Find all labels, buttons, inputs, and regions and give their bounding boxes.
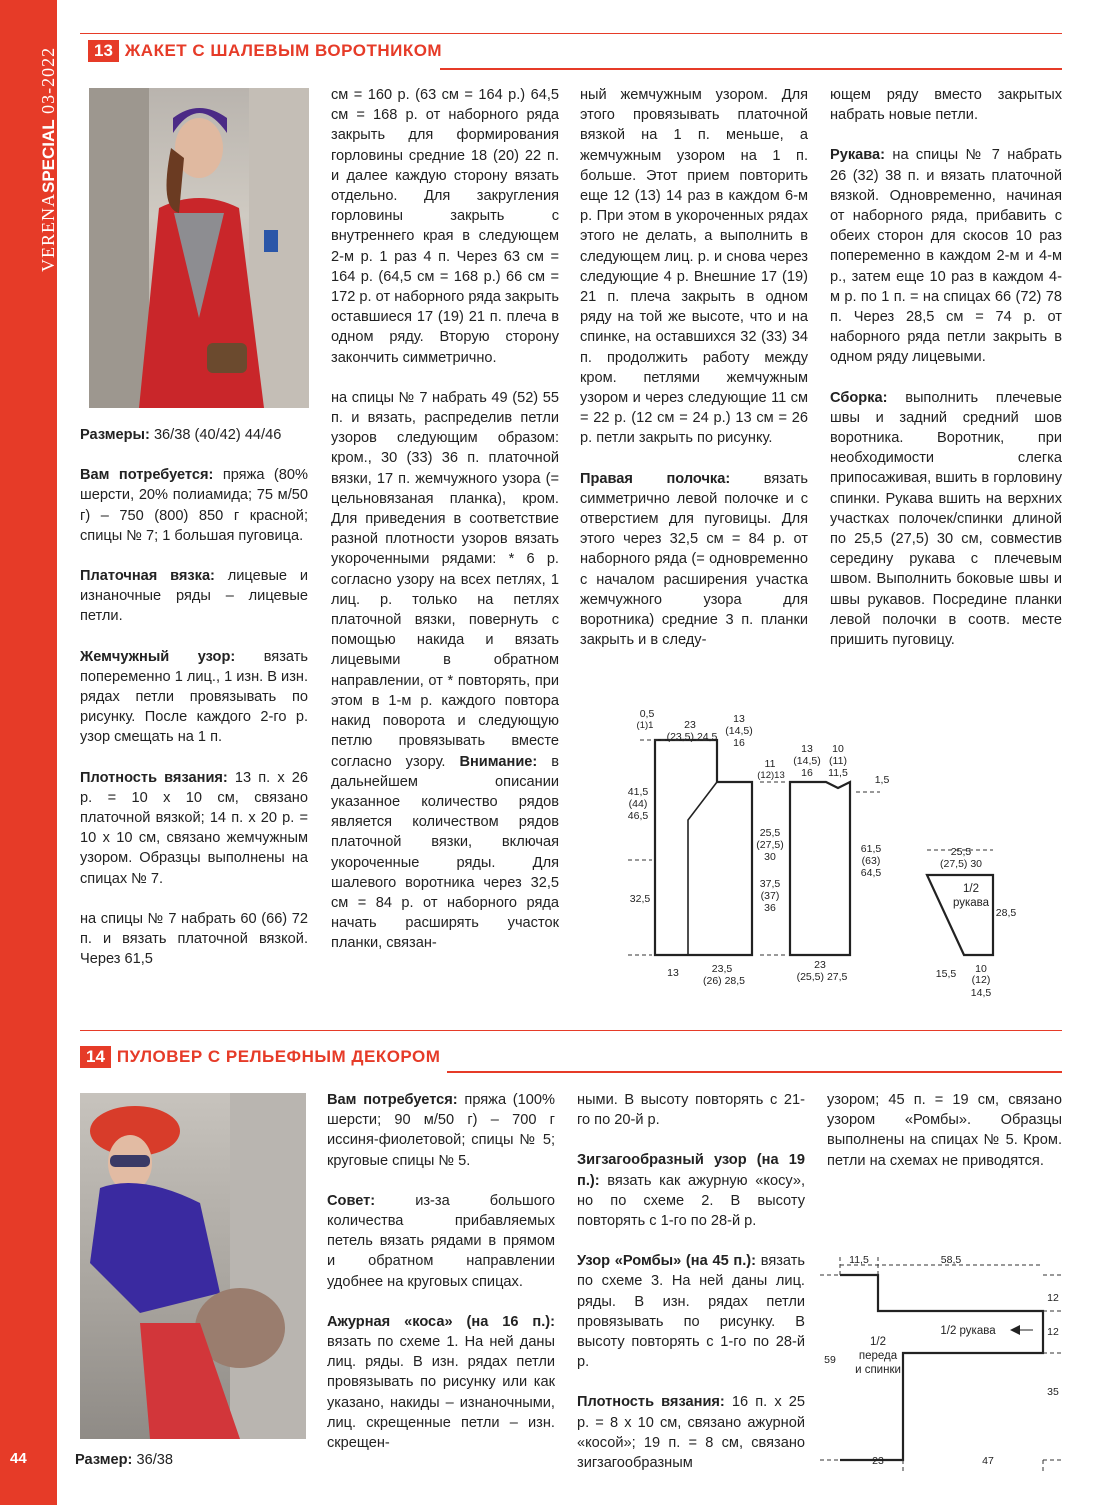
dim-sleeve-b3: (12) (971, 974, 991, 986)
section14-header (80, 1044, 440, 1070)
section14-rule (447, 1071, 1062, 1073)
dim-back-neck3: 11,5 (828, 767, 848, 779)
sleeve-label: 1/2 рукава (952, 883, 990, 909)
dim-side3: 36 (764, 902, 776, 914)
dim-sleeve-b4: 14,5 (970, 987, 992, 999)
dim-left-h: 41,5 (627, 786, 649, 798)
p14-tip-text: из-за большого количества прибавляемых петель вязать рядами в прямом и обратном направлении удобнее на круговых спицах. (327, 1192, 555, 1290)
p14-dim-left: 59 (824, 1354, 836, 1366)
dim-armhole2: (27,5) (756, 839, 784, 851)
brand-issue: 03-2022 (38, 46, 58, 114)
dim-sleeve-b2: 10 (975, 963, 987, 975)
p14-cable-cont-text: ными. В высоту повторять с 21-го по 20-й р. (577, 1092, 805, 1129)
dim-back-top3: 16 (801, 767, 813, 779)
dim-back-bottom: 23 (814, 959, 826, 971)
section13-column2 (331, 85, 559, 974)
attention-label: Внимание: (459, 753, 538, 770)
p14-diamonds-label: Узор «Ромбы» (на 45 п.): (577, 1253, 756, 1270)
dim-back-bottom2: (25,5) 27,5 (796, 971, 848, 983)
section13-title: ЖАКЕТ С ШАЛЕВЫМ ВОРОТНИКОМ (124, 41, 443, 60)
dim-collar: 13 (733, 713, 745, 725)
right-front-text: вязать симметрично левой полочке и с отверстием для пуговицы. Для этого через 32,5 см = 84 р. от наборного ряда (= одновременно с началом расширения участка жемчужного узора для воротника) средние 3 п. планки закрыть и в следу- (580, 470, 808, 649)
section14-column4 (827, 1090, 1062, 1191)
back-shape (790, 782, 850, 955)
section13-rule (440, 68, 1062, 70)
dim-collar-h2: (12)13 (757, 770, 785, 781)
left-front-shape (655, 740, 752, 955)
dim-left-low: 32,5 (629, 893, 651, 905)
right-front-label: Правая полочка: (580, 470, 731, 487)
dim-left-h3: 46,5 (627, 810, 649, 822)
p14-gauge-text: 16 п. х 25 р. = 8 х 10 см, связано ажурной «косой»; 19 п. = 8 см, связано зигзагообразным (577, 1394, 805, 1472)
dim-bottom-b: 23,5 (711, 963, 733, 975)
dim-back-top2: (14,5) (793, 755, 821, 767)
sizes-text: 36/38 (40/42) 44/46 (149, 427, 282, 443)
dim-top-width: 23 (684, 719, 696, 731)
pullover-schematic (818, 1245, 1068, 1475)
sleeves-paragraph (830, 145, 1062, 367)
dim-collar-h: 11 (764, 758, 776, 770)
gauge-label: Плотность вязания: (80, 769, 228, 786)
seed-stitch-paragraph (80, 647, 308, 748)
dim-back-h2: (63) (861, 855, 881, 867)
right-front-paragraph (580, 469, 808, 651)
dim-top-small2: (1)1 (636, 720, 654, 731)
size-line (75, 1450, 305, 1470)
p14-dim-b2: 47 (982, 1455, 994, 1467)
p14-dim-top2: 58,5 (940, 1254, 962, 1266)
attention-text: в дальнейшем описании указанное количество рядов является количеством рядов платочной вязки, включая укороченные ряды. Для шалевого воротника через 32,5 см = 84 р. от наборного ряда начать расширять участок планки, связан- (331, 753, 560, 952)
dim-bottom-a: 13 (667, 967, 679, 979)
p14-gauge-cont-paragraph (827, 1090, 1062, 1171)
p14-zigzag-text: вязать как ажурную «косу», но по схеме 2. В высоту повторять с 1-го по 28-й р. (577, 1172, 805, 1230)
brand-special: SPECIAL (39, 119, 58, 193)
section14-column2 (327, 1090, 555, 1473)
collar-band-line (688, 740, 717, 955)
section13-number: 13 (88, 40, 119, 62)
p14-tip-label: Совет: (327, 1192, 376, 1209)
buttonhole-paragraph (830, 85, 1062, 125)
back-cont-text: см = 160 р. (63 см = 164 р.) 64,5 см = 168 р. от наборного ряда закрыть для формирования горловины средние 18 (20) 22 п. и далее каждую сторону вязать отдельно. Для закругления горловины закрыть с внутреннего края в следующем 2-м р. 1 раз 4 п. Через 63 см = 164 р. (64,5 см = 168 р.) 66 см = 172 р. от наборного ряда закрыть оставшиеся 17 (19) 21 п. плеча в одном ряду. Вторую сторону закончить симметрично. (331, 87, 559, 366)
p14-materials-label: Вам потребуется: (327, 1092, 458, 1108)
p14-zigzag-label: Зигзагообразный узор (на 19 п.): (577, 1152, 805, 1189)
assembly-label: Сборка: (830, 389, 888, 406)
materials-paragraph (80, 465, 308, 546)
p14-dim-r3: 35 (1047, 1386, 1059, 1398)
buttonhole-text: ющем ряду вместо закрытых набрать новые петли. (830, 87, 1062, 124)
section14-title: ПУЛОВЕР С РЕЛЬЕФНЫМ ДЕКОРОМ (116, 1047, 441, 1066)
p14-dim-r2: 12 (1047, 1326, 1059, 1338)
p14-gauge-label: Плотность вязания: (577, 1394, 725, 1411)
magazine-brand (38, 47, 59, 272)
size-label: Размер: (75, 1452, 133, 1468)
section13-header (88, 38, 442, 64)
section14-column3 (577, 1090, 805, 1493)
dim-back-neck: 10 (832, 743, 844, 755)
size-text: 36/38 (132, 1452, 173, 1468)
p14-dim-b1: 23 (872, 1455, 884, 1467)
p14-gauge-cont-text: узором; 45 п. = 19 см, связано узором «Ромбы». Образцы выполнены на спицах № 5. Кром. петли на схемах не приводятся. (827, 1092, 1062, 1169)
p14-diamonds-paragraph (577, 1251, 805, 1372)
sleeves-text: на спицы № 7 набрать 26 (32) 38 п. и вязать платочной вязкой. Одновременно, начиная от наборного ряда, прибавить с обеих сторон для скосов 10 раз попеременно в каждом 2-м и 4-м р., затем еще 10 раз в каждом 4-м р. по 1 п. = на спицах 66 (72) 78 п. Через 28,5 см = 74 р. от наборного ряда петли закрыть в одном ряду лицевыми. (830, 147, 1062, 366)
dim-armhole3: 30 (764, 851, 776, 863)
p14-materials-paragraph (327, 1090, 555, 1171)
sizes-paragraph (80, 425, 308, 445)
gauge-paragraph (80, 768, 308, 889)
p14-sleeve-label: 1/2 рукава (940, 1325, 996, 1337)
p14-dim-top1: 11,5 (849, 1254, 869, 1266)
section13-column1 (80, 425, 308, 989)
p14-materials-text: пряжа (100% шерсти; 90 м/50 г) – 700 г иссиня-фиолетовой; спицы № 5; круговые спицы № 5. (327, 1092, 555, 1169)
back-paragraph (80, 909, 308, 970)
section13-column3 (580, 85, 808, 670)
p14-cable-label: Ажурная «коса» (на 16 п.): (327, 1313, 555, 1330)
page-number: 44 (10, 1450, 27, 1467)
pullover-photo (80, 1093, 306, 1439)
back-cont-paragraph (331, 85, 559, 368)
section13-column4 (830, 85, 1062, 670)
dim-top-width2: (23,5) 24,5 (666, 731, 718, 743)
dim-collar3: 16 (733, 737, 745, 749)
p14-zigzag-paragraph (577, 1150, 805, 1231)
jacket-schematic (600, 700, 1070, 1010)
dim-armhole: 25,5 (759, 827, 781, 839)
left-front-text: на спицы № 7 набрать 49 (52) 55 п. и вязать, распределив петли узоров следующим образом: кром., 30 (33) 36 п. платочной вязки, 17 п. жемчужного узора (= цельновязаная планка), кром. Для приведения в соответствие разной плотности узоров вязать укороченными рядами: * 6 р. согласно узору на всех петлях, 1 лиц. р. только на петлях платочной вязки, повернуть с помощью накида и вязать лицевыми в обратном направлении, от * повторять, при этом в 1-м р. каждого повтора накид поворота и следующую петлю провязывать вместе согласно узору. (331, 389, 559, 770)
dim-back-top: 13 (801, 743, 813, 755)
p14-cable-paragraph (327, 1312, 555, 1453)
jacket-photo-illustration (89, 88, 309, 408)
assembly-paragraph (830, 388, 1062, 651)
section14-top-rule (80, 1030, 1062, 1031)
garter-paragraph (80, 566, 308, 627)
dim-side: 37,5 (759, 878, 781, 890)
assembly-text: выполнить плечевые швы и задний средний шов воротника. Воротник, при необходимости слегка припосаживая, вшить в горловину спинки. Рукава вшить на верхних участках полочек/спинки длиной по 25,5 (27,5) 30 см, совместив середину рукава с плечевым швом. Выполнить боковые швы и швы рукавов. Посредине планки левой полочки в соотв. месте пришить пуговицу. (830, 389, 1062, 649)
materials-text: пряжа (80% шерсти, 20% полиамида; 75 м/50 г) – 750 (800) 850 г красной; спицы № 7; 1 большая пуговица. (80, 467, 308, 544)
collar-paragraph (580, 85, 808, 449)
dim-collar2: (14,5) (725, 725, 753, 737)
p14-diamonds-text: вязать по схеме 3. На ней даны лиц. ряды. В изн. рядах петли провязывать по рисунку. В высоту повторять с 1-го по 28-й р. (577, 1253, 805, 1371)
p14-gauge-paragraph (577, 1392, 805, 1473)
jacket-photo (89, 88, 309, 408)
p14-cable-text: вязать по схеме 1. На ней даны лиц. ряды. В изн. рядах петли провязывать по рисунку или как указано, накиды – изнаночными, лиц. скрещенные петли – изн. скрещен- (327, 1334, 555, 1452)
back-text: на спицы № 7 набрать 60 (66) 72 п. и вязать платочной вязкой. Через 61,5 (80, 910, 308, 968)
garter-label: Платочная вязка: (80, 568, 215, 585)
p14-cable-cont-paragraph (577, 1090, 805, 1130)
pullover-photo-illustration (80, 1093, 306, 1439)
brand-name: VERENA (38, 193, 58, 272)
left-front-paragraph (331, 388, 559, 954)
dim-bottom-b2: (26) 28,5 (702, 975, 746, 987)
dim-sleeve-top: 25,5 (950, 846, 972, 858)
dim-sleeve-b1: 15,5 (935, 968, 957, 980)
dim-top-small: 0,5 (639, 708, 655, 720)
dim-back-h3: 64,5 (860, 867, 882, 879)
sleeves-label: Рукава: (830, 147, 886, 164)
left-red-sidebar (0, 0, 57, 1505)
dim-side2: (37) (760, 890, 780, 902)
seed-stitch-text: вязать попеременно 1 лиц., 1 изн. В изн. рядах петли провязывать по рисунку. После каждого 2-го р. узор смещать на 1 п. (80, 648, 308, 746)
dim-back-drop: 1,5 (874, 774, 890, 786)
sizes-label: Размеры: (80, 427, 150, 443)
p14-dim-r1: 12 (1047, 1292, 1059, 1304)
section14-number: 14 (80, 1046, 111, 1068)
p14-tip-paragraph (327, 1191, 555, 1292)
materials-label: Вам потребуется: (80, 467, 214, 484)
seed-stitch-label: Жемчужный узор: (80, 648, 236, 665)
collar-text: ный жемчужным узором. Для этого провязывать платочной вязкой на 1 п. меньше, а жемчужным узором на 1 п. больше. Этот прием повторить еще 12 (13) 14 раз в каждом 6-м р. При этом в укороченных рядах этого не делать, а выполнить в следующем лиц. р. и снова через следующие 4 р. Внешние 17 (19) 21 п. плеча закрыть в одном ряду на той же высоте, что и на спинке, на оставшихся 32 (33) 34 п. продолжить работу между кром. петлями жемчужным узором и через следующие 11 см = 22 р. (12 см = 24 р.) 13 см = 26 р. петли закрыть по рисунку. (580, 87, 808, 447)
p14-body-label: 1/2 переда и спинки (855, 1336, 901, 1376)
dim-left-h2: (44) (628, 798, 648, 810)
top-rule (80, 33, 1062, 34)
garter-text: лицевые и изнаночные ряды – лицевые петли. (80, 568, 308, 625)
dim-back-h: 61,5 (860, 843, 882, 855)
sleeve-shape (927, 875, 993, 955)
dim-back-neck2: (11) (829, 755, 847, 767)
dim-sleeve-h: 28,5 (995, 907, 1017, 919)
dim-sleeve-top2: (27,5) 30 (939, 858, 983, 870)
gauge-text: 13 п. х 26 р. = 10 х 10 см, связано платочной вязкой; 14 п. х 20 р. = 10 х 10 см, связано жемчужным узором. Образцы выполнены на спицах № 7. (80, 769, 308, 887)
